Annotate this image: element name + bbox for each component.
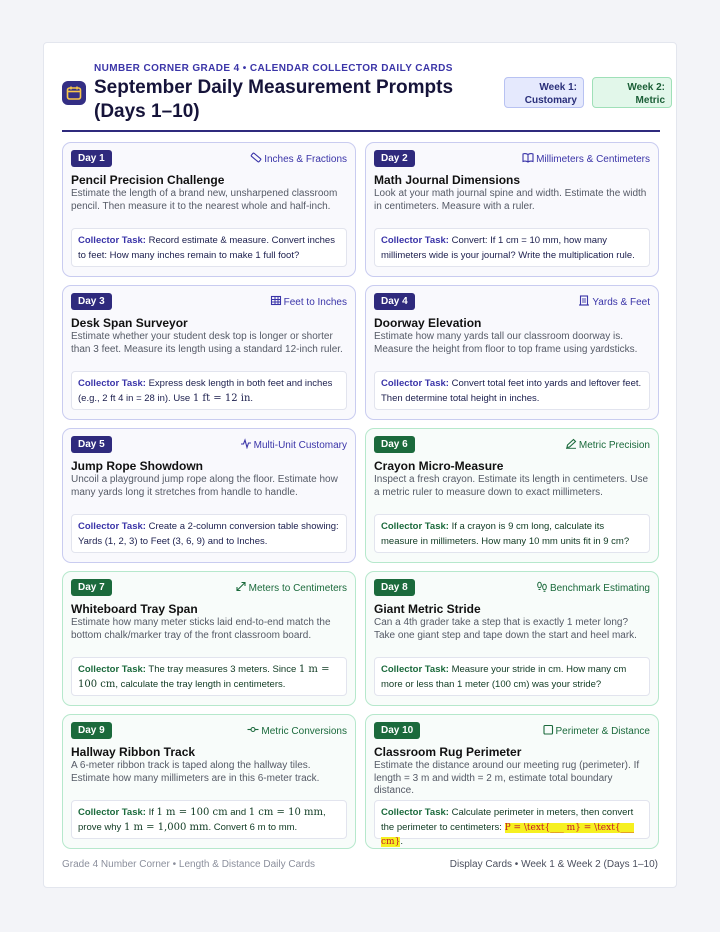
card-tag: Millimeters & Centimeters: [522, 152, 650, 166]
activity-icon: [240, 438, 252, 449]
calendar-icon: [62, 81, 86, 105]
week-2-label: Week 2:: [627, 82, 665, 93]
day-badge: Day 6: [374, 436, 415, 453]
card-tag: Meters to Centimeters: [235, 581, 347, 595]
card-title: Whiteboard Tray Span: [71, 602, 198, 616]
week-1-badge: [504, 77, 584, 108]
collector-task: Collector Task: If 1 m = 100 cm and 1 cm = 10 mm, prove why 1 m = 1,000 mm. Convert 6 m to mm.: [71, 800, 347, 839]
math-expression: 1 m = 100 cm: [156, 807, 228, 818]
card-day-4: [365, 285, 659, 420]
footer-right: Display Cards • Week 1 & Week 2 (Days 1–10): [449, 859, 658, 870]
card-title: Classroom Rug Perimeter: [374, 745, 522, 759]
card-description: Estimate how many yards tall our classroom doorway is. Measure the height from floor to top frame using yardsticks.: [374, 331, 638, 355]
math-error-highlight: P = \text{___ m} = \text{___ cm}: [381, 822, 635, 847]
pencil-icon: [565, 438, 577, 449]
day-badge: Day 7: [71, 579, 112, 596]
collector-task: Collector Task: If a crayon is 9 cm long, calculate its measure in millimeters. How many 10 mm units fit in 9 cm?: [374, 514, 650, 553]
card-day-1: [62, 142, 356, 277]
day-badge: Day 3: [71, 293, 112, 310]
footer-left: Grade 4 Number Corner • Length & Distance Daily Cards: [62, 859, 316, 870]
card-day-8: [365, 571, 659, 706]
card-title: Giant Metric Stride: [374, 602, 481, 616]
card-tag: Benchmark Estimating: [536, 581, 650, 595]
card-day-2: [365, 142, 659, 277]
collector-task: Collector Task: Convert total feet into yards and leftover feet. Then determine total height in inches.: [374, 371, 650, 410]
card-title: Crayon Micro-Measure: [374, 459, 504, 473]
card-description: Look at your math journal spine and width. Estimate the width in centimeters. Measure with a ruler.: [374, 188, 647, 212]
math-expression: 1 m = 100 cm: [78, 664, 330, 690]
day-badge: Day 10: [374, 722, 420, 739]
table-icon: [270, 295, 282, 306]
day-badge: Day 2: [374, 150, 415, 167]
day-badge: Day 5: [71, 436, 112, 453]
card-tag: Inches & Fractions: [250, 152, 347, 166]
card-title: Doorway Elevation: [374, 316, 482, 330]
card-description: Inspect a fresh crayon. Estimate its length in centimeters. Use a metric ruler to measure down to exact millimeters.: [374, 474, 649, 498]
book-icon: [522, 152, 534, 163]
week-2-unit: Metric: [635, 95, 665, 106]
card-tag: Feet to Inches: [270, 295, 347, 309]
card-title: Jump Rope Showdown: [71, 459, 203, 473]
title-line-2: (Days 1–10): [94, 101, 200, 122]
day-badge: Day 4: [374, 293, 415, 310]
collector-task: Collector Task: Create a 2-column conversion table showing: Yards (1, 2, 3) to Feet (3, 6, 9) and to Inches.: [71, 514, 347, 553]
header-divider: [62, 130, 660, 132]
week-2-badge: [592, 77, 672, 108]
day-badge: Day 1: [71, 150, 112, 167]
card-day-7: [62, 571, 356, 706]
card-description: Estimate whether your student desk top is longer or shorter than 3 feet. Measure its length using a standard 12-inch ruler.: [71, 331, 343, 355]
card-title: Hallway Ribbon Track: [71, 745, 196, 759]
math-expression: 1 ft = 12 in: [192, 392, 251, 404]
collector-task: Collector Task: Express desk length in both feet and inches (e.g., 2 ft 4 in = 28 in). Use 1 ft = 12 in.: [71, 371, 347, 410]
card-tag: Perimeter & Distance: [542, 724, 650, 738]
card-day-6: [365, 428, 659, 563]
page-sheet: [43, 42, 677, 888]
card-day-10: [365, 714, 659, 849]
page-title: [94, 76, 494, 124]
card-tag: Metric Precision: [565, 438, 650, 452]
building-icon: [578, 295, 590, 306]
card-description: A 6-meter ribbon track is taped along the hallway tiles. Estimate how many millimeters are in this 6-meter track.: [71, 760, 320, 784]
card-day-9: [62, 714, 356, 849]
card-day-5: [62, 428, 356, 563]
collector-task: Collector Task: Convert: If 1 cm = 10 mm, how many millimeters wide is your journal? Write the multiplication rule.: [374, 228, 650, 267]
square-icon: [542, 724, 554, 735]
math-expression: 1 cm = 10 mm: [248, 807, 323, 818]
math-expression: 1 m = 1,000 mm: [123, 821, 209, 833]
card-tag: Yards & Feet: [578, 295, 650, 309]
card-tag: Metric Conversions: [247, 724, 347, 738]
card-description: Uncoil a playground jump rope along the floor. Estimate how many yards long it stretches from handle to handle.: [71, 474, 338, 498]
collector-task: Collector Task: Calculate perimeter in meters, then convert the perimeter to centimeters: P = \text{___ m} = \text{___ cm}.: [374, 800, 650, 839]
eyebrow: NUMBER CORNER GRADE 4 • CALENDAR COLLECTOR DAILY CARDS: [94, 63, 453, 74]
day-badge: Day 8: [374, 579, 415, 596]
footprints-icon: [536, 581, 548, 592]
week-1-label: Week 1:: [539, 82, 577, 93]
week-1-unit: Customary: [524, 95, 577, 106]
card-description: Estimate how many meter sticks laid end-to-end match the bottom chalk/marker tray of the front classroom board.: [71, 617, 331, 641]
day-badge: Day 9: [71, 722, 112, 739]
expand-icon: [235, 581, 247, 592]
collector-task: Collector Task: The tray measures 3 meters. Since 1 m = 100 cm, calculate the tray length in centimeters.: [71, 657, 347, 696]
ruler-icon: [250, 152, 262, 163]
card-tag: Multi-Unit Customary: [240, 438, 347, 452]
card-description: Estimate the length of a brand new, unsharpened classroom pencil. Then measure it to the nearest whole and half-inch.: [71, 188, 338, 212]
card-title: Desk Span Surveyor: [71, 316, 188, 330]
card-day-3: [62, 285, 356, 420]
card-description: Estimate the distance around our meeting rug (perimeter). If length = 3 m and width = 2 m, estimate total boundary distance.: [374, 760, 640, 796]
collector-task: Collector Task: Measure your stride in cm. How many cm more or less than 1 meter (100 cm) was your stride?: [374, 657, 650, 696]
collector-task: Collector Task: Record estimate & measure. Convert inches to feet: How many inches remain to make 1 full foot?: [71, 228, 347, 267]
commit-icon: [247, 724, 259, 735]
card-description: Can a 4th grader take a step that is exactly 1 meter long? Take one giant step and tape down the start and heel mark.: [374, 617, 637, 641]
title-line-1: September Daily Measurement Prompts: [94, 77, 454, 98]
card-title: Pencil Precision Challenge: [71, 173, 225, 187]
card-title: Math Journal Dimensions: [374, 173, 521, 187]
